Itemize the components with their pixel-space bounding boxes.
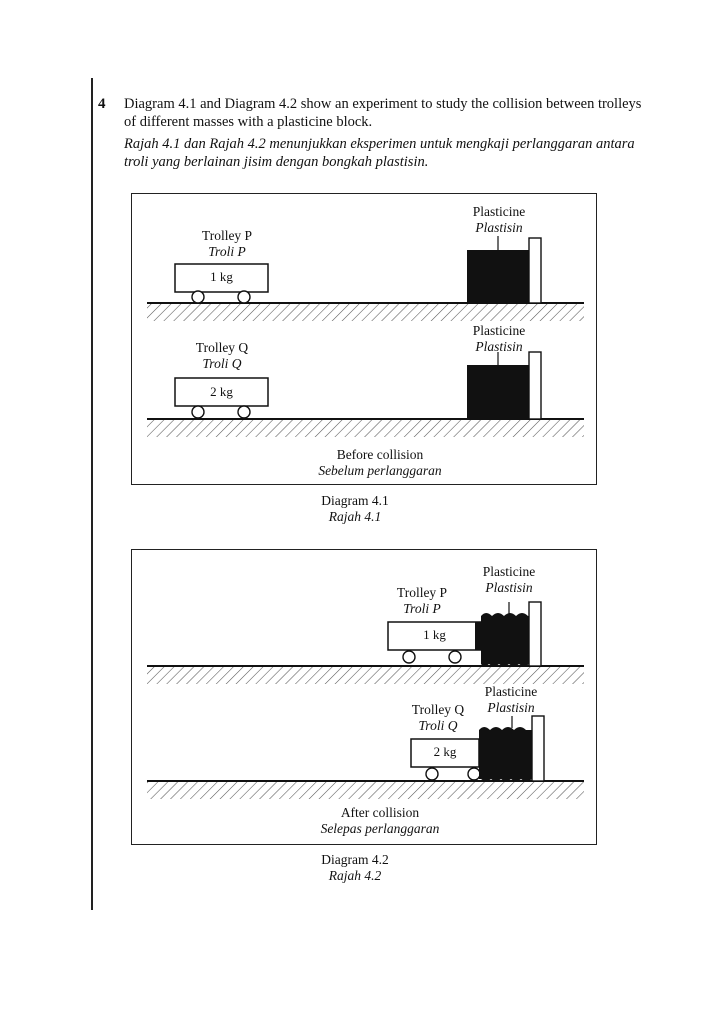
plasticine-block xyxy=(467,365,529,418)
wall xyxy=(529,238,541,303)
wheel xyxy=(468,768,480,780)
wheel xyxy=(192,291,204,303)
trolley-q-mass: 2 kg xyxy=(210,384,233,399)
trolley-p-mass: 1 kg xyxy=(423,627,446,642)
state-label: Before collision Sebelum perlanggaran xyxy=(318,447,442,478)
wheel xyxy=(449,651,461,663)
trolley-q-mass: 2 kg xyxy=(433,744,457,759)
ground-top xyxy=(147,666,584,684)
ground-bottom xyxy=(147,419,584,437)
wheel xyxy=(238,406,250,418)
wall xyxy=(529,352,541,419)
plasticine-label-top: Plasticine Plastisin xyxy=(472,204,526,235)
question-text-en: Diagram 4.1 and Diagram 4.2 show an experiment to study the collision between trolleys of different masses with a plasticine block. xyxy=(124,96,642,130)
plasticine-squashed xyxy=(479,727,532,781)
ground-bottom xyxy=(147,781,584,799)
wheel xyxy=(403,651,415,663)
question-text-ms: Rajah 4.1 dan Rajah 4.2 menunjukkan eksperimen untuk mengkaji perlanggaran antara troli yang berlainan jisim dengan bongkah plastisin. xyxy=(124,136,635,170)
wheel xyxy=(192,406,204,418)
trolley-p-label: Trolley P Troli P xyxy=(201,228,253,259)
diagram-4-1-caption: Diagram 4.1 Rajah 4.1 xyxy=(321,493,389,524)
margin-rule xyxy=(91,78,93,910)
question-text xyxy=(124,95,644,171)
question-number: 4 xyxy=(98,96,106,112)
wheel xyxy=(426,768,438,780)
diagram-4-2-frame xyxy=(131,549,597,845)
diagram-4-1-frame xyxy=(131,193,597,485)
plasticine-block xyxy=(467,250,529,302)
trolley-p-label: Trolley P Troli P xyxy=(396,585,448,616)
wheel xyxy=(238,291,250,303)
plasticine-label-bottom: Plasticine Plastisin xyxy=(484,684,538,715)
diagram-4-2-caption: Diagram 4.2 Rajah 4.2 xyxy=(321,852,389,883)
trolley-q-label: Trolley Q Troli Q xyxy=(411,702,465,733)
ground-top xyxy=(147,303,584,321)
wall xyxy=(532,716,544,781)
state-label: After collision Selepas perlanggaran xyxy=(320,805,440,836)
trolley-p-mass: 1 kg xyxy=(210,269,233,284)
plasticine-label-top: Plasticine Plastisin xyxy=(482,564,536,595)
trolley-q-label: Trolley Q Troli Q xyxy=(195,340,249,371)
plasticine-squashed xyxy=(475,613,529,666)
wall xyxy=(529,602,541,666)
plasticine-label-bottom: Plasticine Plastisin xyxy=(472,323,526,354)
